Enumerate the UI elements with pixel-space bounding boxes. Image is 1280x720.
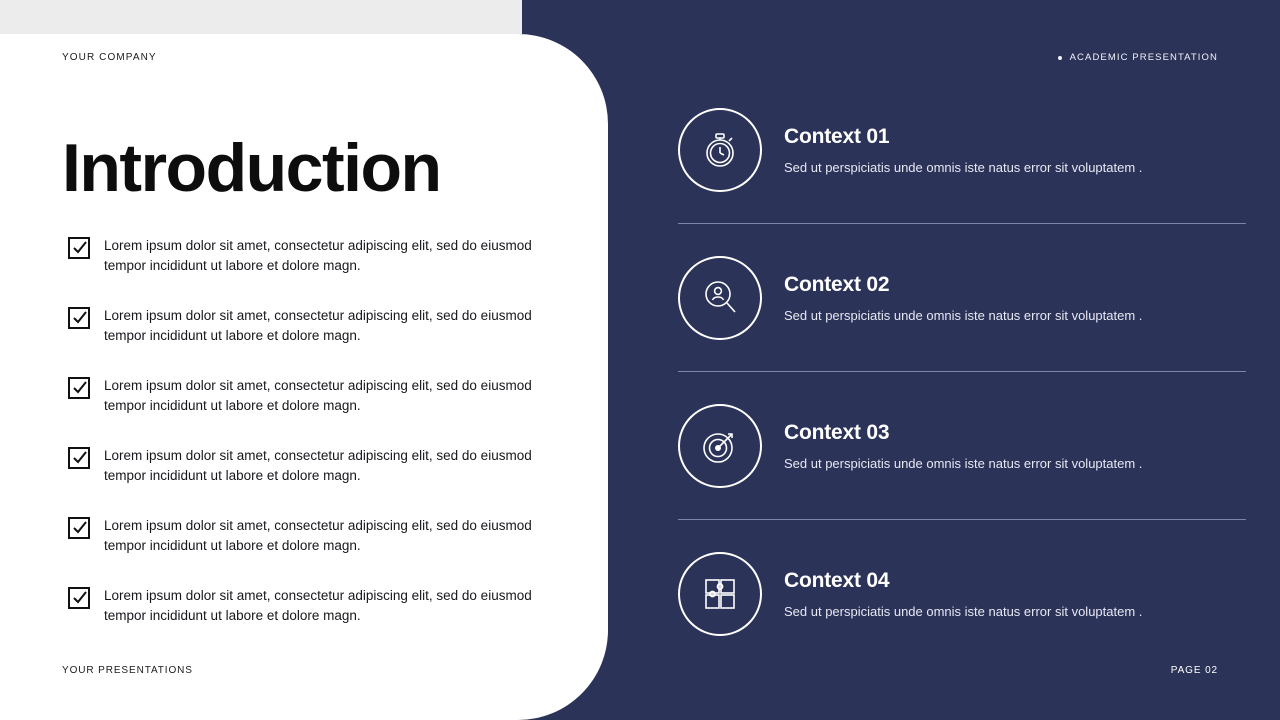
list-item-text: Lorem ipsum dolor sit amet, consectetur adipiscing elit, sed do eiusmod tempor incididunt ut labore et dolore magn. xyxy=(104,448,532,483)
list-item xyxy=(678,224,1246,372)
checkbox-checked-icon xyxy=(68,587,90,609)
list-item xyxy=(678,372,1246,520)
list-item-text: Lorem ipsum dolor sit amet, consectetur adipiscing elit, sed do eiusmod tempor incididunt ut labore et dolore magn. xyxy=(104,588,532,623)
top-strip-decoration xyxy=(0,0,522,34)
page-title: Introduction xyxy=(62,130,441,206)
target-dart-icon xyxy=(678,404,762,488)
list-item xyxy=(68,586,538,626)
list-item xyxy=(68,236,538,276)
list-item xyxy=(68,446,538,486)
list-item-text: Lorem ipsum dolor sit amet, consectetur adipiscing elit, sed do eiusmod tempor incididunt ut labore et dolore magn. xyxy=(104,378,532,413)
list-item-text: Lorem ipsum dolor sit amet, consectetur adipiscing elit, sed do eiusmod tempor incididunt ut labore et dolore magn. xyxy=(104,518,532,553)
bullet-list xyxy=(68,236,538,626)
company-label: YOUR COMPANY xyxy=(62,52,157,63)
context-list xyxy=(678,76,1246,668)
list-item xyxy=(678,520,1246,668)
checkbox-checked-icon xyxy=(68,377,90,399)
list-item xyxy=(68,376,538,416)
page-number-label: PAGE 02 xyxy=(1170,665,1218,676)
context-title: Context 04 xyxy=(784,569,890,592)
checkbox-checked-icon xyxy=(68,237,90,259)
context-body xyxy=(784,123,1142,177)
context-body xyxy=(784,419,1142,473)
academic-presentation-label: ACADEMIC PRESENTATION xyxy=(1069,52,1218,63)
context-body xyxy=(784,271,1142,325)
context-description: Sed ut perspiciatis unde omnis iste natus error sit voluptatem . xyxy=(784,159,1143,175)
magnifier-person-icon xyxy=(678,256,762,340)
stopwatch-icon xyxy=(678,108,762,192)
checkbox-checked-icon xyxy=(68,447,90,469)
checkbox-checked-icon xyxy=(68,307,90,329)
context-description: Sed ut perspiciatis unde omnis iste natus error sit voluptatem . xyxy=(784,455,1143,471)
list-item xyxy=(68,516,538,556)
list-item-text: Lorem ipsum dolor sit amet, consectetur adipiscing elit, sed do eiusmod tempor incididunt ut labore et dolore magn. xyxy=(104,238,532,273)
bullet-dot-icon xyxy=(1058,56,1062,60)
context-description: Sed ut perspiciatis unde omnis iste natus error sit voluptatem . xyxy=(784,307,1143,323)
context-title: Context 03 xyxy=(784,420,890,444)
list-item-text: Lorem ipsum dolor sit amet, consectetur adipiscing elit, sed do eiusmod tempor incididunt ut labore et dolore magn. xyxy=(104,308,532,343)
puzzle-icon xyxy=(678,552,762,636)
list-item xyxy=(68,306,538,346)
footer-left-label: YOUR PRESENTATIONS xyxy=(62,665,193,676)
checkbox-checked-icon xyxy=(68,517,90,539)
context-title: Context 01 xyxy=(784,124,890,148)
list-item xyxy=(678,76,1246,224)
context-description: Sed ut perspiciatis unde omnis iste natus error sit voluptatem . xyxy=(784,604,1143,619)
context-body xyxy=(784,567,1142,621)
academic-presentation-tag xyxy=(1058,52,1218,63)
context-title: Context 02 xyxy=(784,272,890,296)
